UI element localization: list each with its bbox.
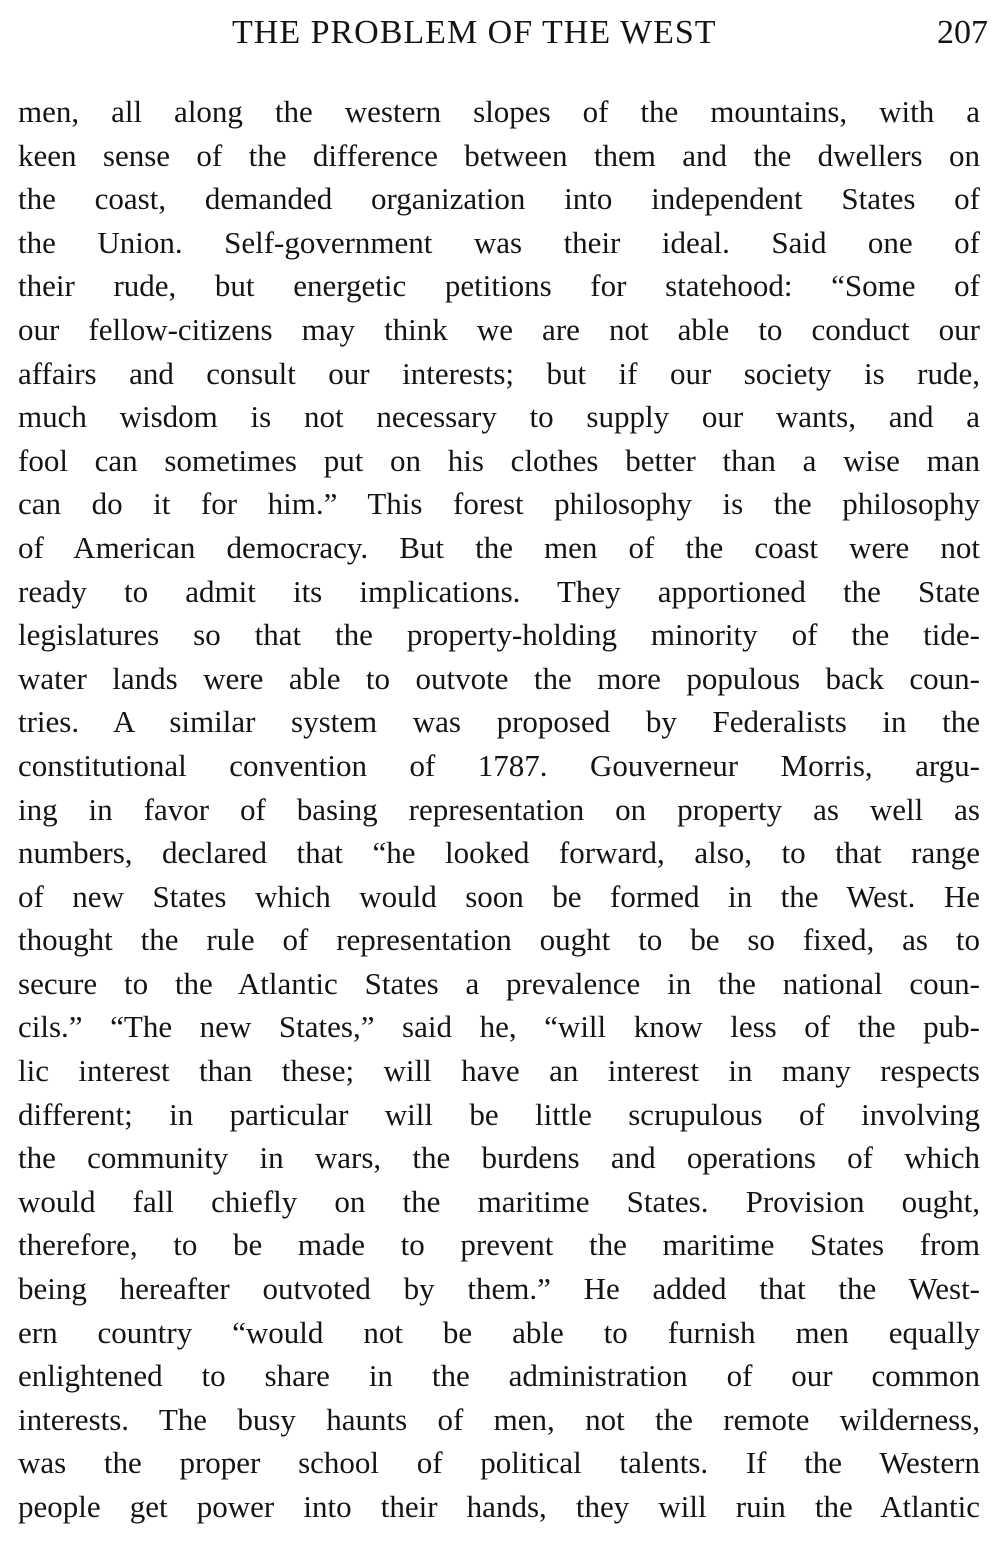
running-head — [18, 10, 988, 56]
running-title: THE PROBLEM OF THE WEST — [232, 14, 717, 51]
text-line: ing in favor of basing representation on property as well as — [18, 791, 980, 827]
text-line: of American democracy. But the men of the coast were not — [18, 529, 980, 565]
body-text — [18, 90, 980, 1529]
text-line: legislatures so that the property-holding minority of the tide- — [18, 617, 980, 653]
text-line: thought the rule of representation ought to be so fixed, as to — [18, 922, 980, 958]
text-line: interests. The busy haunts of men, not the remote wilderness, — [18, 1401, 980, 1437]
text-line: the Union. Self-government was their ideal. Said one of — [18, 224, 980, 260]
text-line: affairs and consult our interests; but if our society is rude, — [18, 355, 980, 391]
text-line: numbers, declared that “he looked forward, also, to that range — [18, 835, 980, 871]
text-line: lic interest than these; will have an interest in many respects — [18, 1053, 980, 1089]
text-line: the community in wars, the burdens and operations of which — [18, 1140, 980, 1176]
text-line: was the proper school of political talents. If the Western — [18, 1445, 980, 1481]
text-line: different; in particular will be little scrupulous of involving — [18, 1096, 980, 1132]
text-line: people get power into their hands, they will ruin the Atlantic — [18, 1489, 980, 1524]
text-line: our fellow-citizens may think we are not able to conduct our — [18, 311, 980, 347]
text-line: can do it for him.” This forest philosophy is the philosophy — [18, 486, 980, 522]
text-line: keen sense of the difference between them and the dwellers on — [18, 137, 980, 173]
text-line: their rude, but energetic petitions for statehood: “Some of — [18, 268, 980, 304]
text-line: men, all along the western slopes of the mountains, with a — [18, 94, 980, 129]
text-line: secure to the Atlantic States a prevalence in the national coun- — [18, 965, 980, 1001]
text-line: enlightened to share in the administration of our common — [18, 1358, 980, 1394]
text-line: ready to admit its implications. They apportioned the State — [18, 573, 980, 609]
page-number: 207 — [937, 14, 988, 51]
text-line: fool can sometimes put on his clothes better than a wise man — [18, 442, 980, 478]
text-line: water lands were able to outvote the more populous back coun- — [18, 660, 980, 696]
text-line: ern country “would not be able to furnish men equally — [18, 1314, 980, 1350]
text-line: would fall chiefly on the maritime States. Provision ought, — [18, 1183, 980, 1219]
text-line: tries. A similar system was proposed by Federalists in the — [18, 704, 980, 740]
text-line: the coast, demanded organization into independent States of — [18, 181, 980, 217]
text-line: being hereafter outvoted by them.” He added that the West- — [18, 1271, 980, 1307]
text-line: much wisdom is not necessary to supply our wants, and a — [18, 399, 980, 435]
text-line: of new States which would soon be formed in the West. He — [18, 878, 980, 914]
text-line: therefore, to be made to prevent the maritime States from — [18, 1227, 980, 1263]
text-line: cils.” “The new States,” said he, “will know less of the pub- — [18, 1009, 980, 1045]
text-line: constitutional convention of 1787. Gouverneur Morris, argu- — [18, 747, 980, 783]
